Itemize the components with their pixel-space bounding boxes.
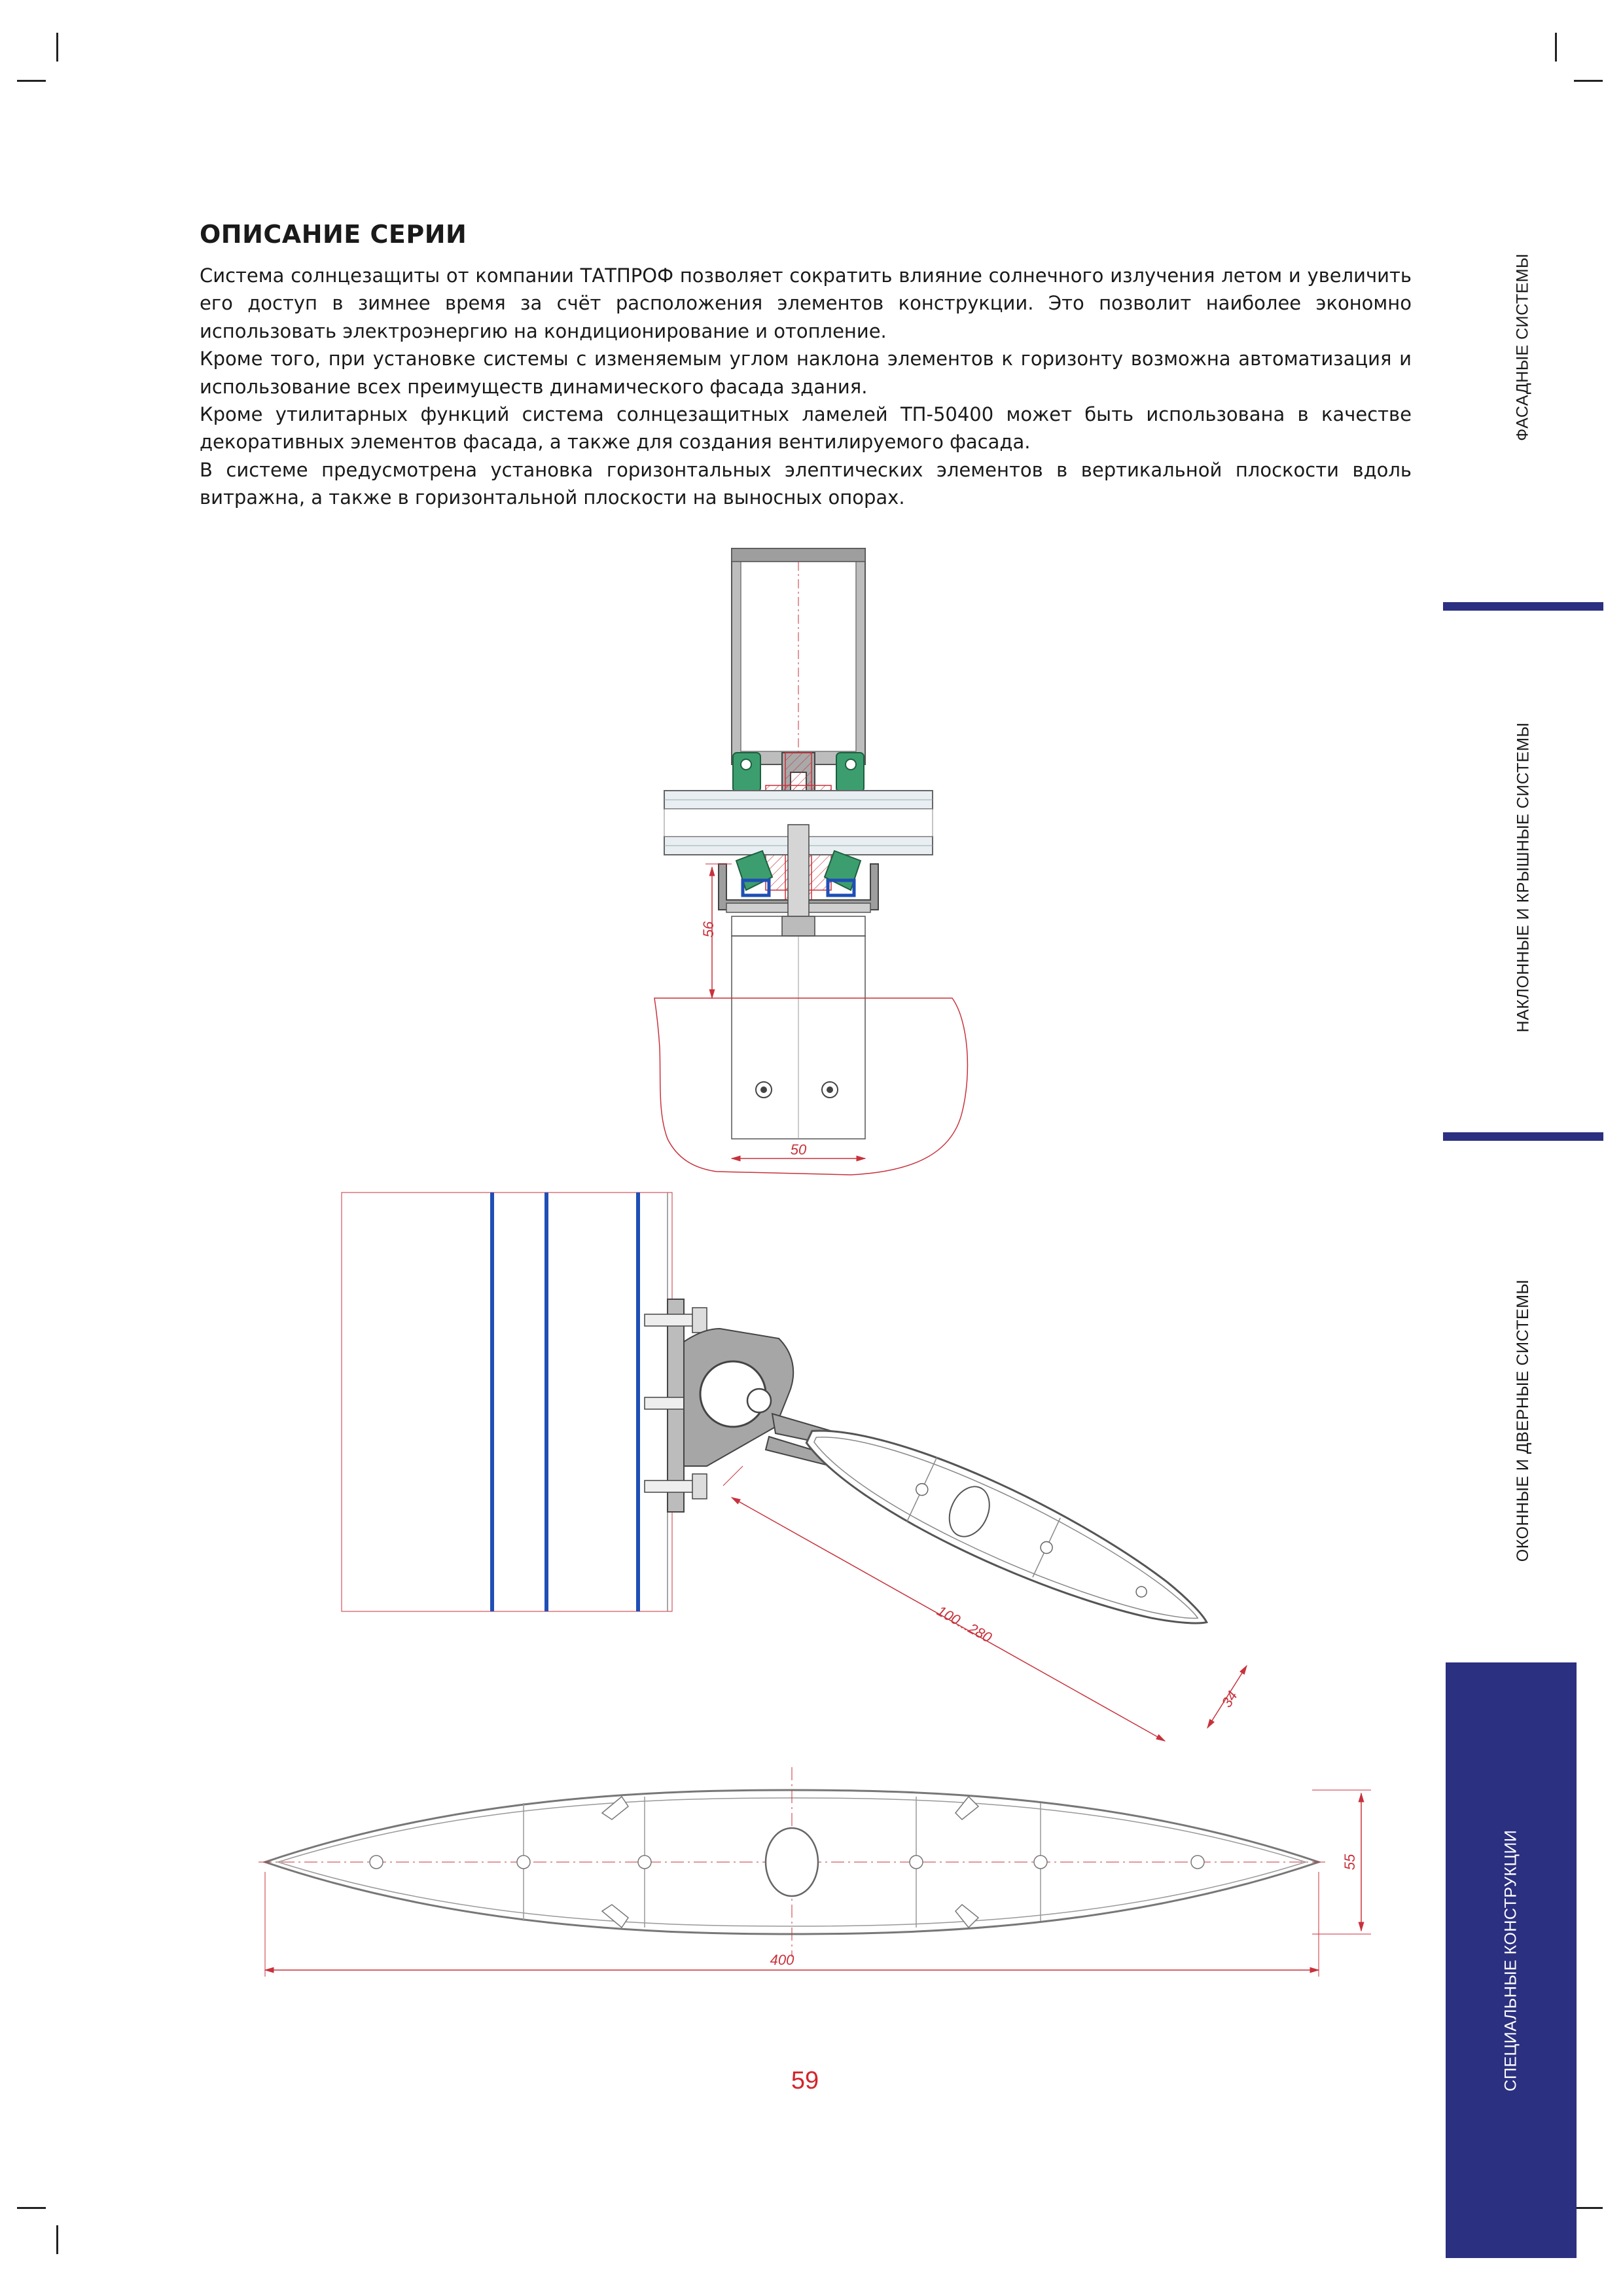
mullion-section-drawing bbox=[654, 548, 967, 1175]
sidebar-item-roof[interactable] bbox=[1443, 713, 1603, 1041]
dim-width-50: 50 bbox=[790, 1141, 807, 1158]
description-paragraph: В системе предусмотрена установка горизонтальных элептических элементов в вертикальной плоскости вдоль витражна, а также в горизонтальной плоскости на выносных опорах. bbox=[200, 458, 1412, 509]
description-paragraph: Система солнцезащиты от компании ТАТПРОФ позволяет сократить влияние солнечного излучения летом и увеличить его доступ в зимнее время за счёт расположения элементов конструкции. Это позволит наиболее экономно использовать электроэнергию на кондиционирование и отопление. bbox=[200, 264, 1412, 342]
dim-height-56: 56 bbox=[700, 921, 717, 938]
dim-length-100-280: 100...280 bbox=[934, 1602, 995, 1646]
sidebar-item-label: ФАСАДНЫЕ СИСТЕМЫ bbox=[1514, 253, 1533, 441]
sidebar-item-windows[interactable] bbox=[1443, 1257, 1603, 1584]
lamella-side-view-drawing bbox=[342, 1193, 1247, 1741]
description-paragraph: Кроме утилитарных функций система солнцезащитных ламелей ТП-50400 может быть использована в качестве декоративных элементов фасада, а также для создания вентилируемого фасада. bbox=[200, 403, 1412, 454]
page-number: 59 bbox=[791, 2067, 819, 2094]
section-sidebar bbox=[1443, 0, 1603, 2296]
sidebar-item-label: НАКЛОННЫЕ И КРЫШНЫЕ СИСТЕМЫ bbox=[1514, 722, 1532, 1032]
sidebar-item-label-wrap bbox=[1446, 1662, 1577, 2258]
dim-height-55: 55 bbox=[1342, 1854, 1358, 1871]
sidebar-item-facade[interactable] bbox=[1443, 216, 1603, 478]
sidebar-item-special[interactable] bbox=[1446, 1662, 1577, 2258]
section-heading: ОПИСАНИЕ СЕРИИ bbox=[200, 220, 467, 249]
sidebar-divider bbox=[1443, 1132, 1603, 1141]
lamella-profile-drawing bbox=[259, 1767, 1371, 1977]
dim-length-400: 400 bbox=[770, 1952, 794, 1968]
description-paragraph: Кроме того, при установке системы с изменяемым углом наклона элементов к горизонту возможна автоматизация и использование всех преимуществ динамического фасада здания. bbox=[200, 348, 1412, 398]
sidebar-item-label: СПЕЦИАЛЬНЫЕ КОНСТРУКЦИИ bbox=[1501, 1829, 1520, 2091]
sidebar-item-label: ОКОННЫЕ И ДВЕРНЫЕ СИСТЕМЫ bbox=[1514, 1279, 1532, 1562]
dim-thickness-34: 34 bbox=[1218, 1688, 1241, 1711]
sidebar-divider bbox=[1443, 602, 1603, 611]
